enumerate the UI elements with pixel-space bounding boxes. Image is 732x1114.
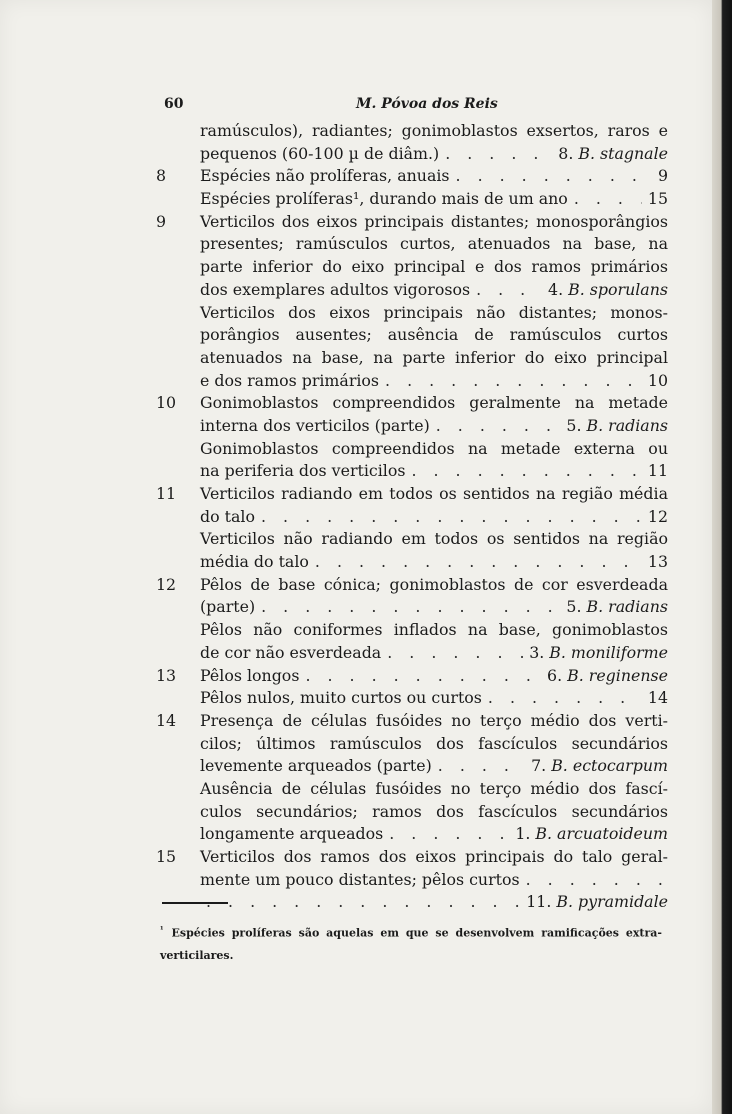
key-result: 5. B. radians (566, 415, 668, 435)
key-text: de cor não esverdeada (200, 642, 382, 662)
key-result: 11. B. pyramidale (526, 892, 668, 912)
key-lead (200, 370, 668, 393)
key-text: pequenos (60-100 µ de diâm.) (200, 143, 440, 163)
key-lead (200, 596, 668, 619)
key-line (156, 891, 676, 914)
key-text: parte inferior do eixo principal e dos ramos primários (200, 257, 668, 277)
key-result: 6. B. reginense (547, 665, 668, 685)
key-line (156, 733, 676, 756)
footnote-text: Espécies prolíferas são aquelas em que se desenvolvem ramificações extra-verticilares. (160, 926, 662, 962)
dot-leader (255, 506, 642, 529)
species-name: B. pyramidale (556, 892, 668, 912)
key-lead (200, 755, 668, 778)
key-text: interna dos verticilos (parte) (200, 415, 430, 435)
key-text: atenuados na base, na parte inferior do eixo principal (200, 347, 668, 367)
key-line (156, 755, 676, 778)
key-text: dos exemplares adultos vigorosos (200, 279, 471, 299)
species-name: B. reginense (567, 665, 668, 685)
key-text: Verticilos não radiando em todos os sentidos na região (200, 529, 668, 549)
key-text: Pêlos longos (200, 665, 300, 685)
identification-key (156, 120, 676, 914)
key-text: Gonimoblastos compreendidos geralmente na metade (200, 393, 668, 413)
species-name: B. moniliforme (549, 642, 668, 662)
couplet-number: 13 (156, 665, 177, 685)
dot-leader (309, 551, 642, 574)
key-lead (200, 415, 668, 438)
species-name: B. radians (586, 415, 668, 435)
key-line (156, 778, 676, 801)
key-text: Presença de células fusóides no terço médio dos verti- (200, 710, 668, 730)
key-text: porângios ausentes; ausência de ramúsculos curtos (200, 325, 668, 345)
dot-leader (470, 279, 542, 302)
page-header (164, 96, 664, 118)
key-line (156, 233, 676, 256)
species-name: B. stagnale (578, 143, 668, 163)
key-line (156, 642, 676, 665)
dot-leader (255, 596, 560, 619)
dot-leader (432, 755, 525, 778)
key-text: Verticilos dos eixos principais distantes; monosporângios (200, 211, 668, 231)
key-text: (parte) (200, 597, 256, 617)
page-edge (712, 0, 732, 1114)
couplet-number: 11 (156, 484, 177, 503)
key-line (156, 801, 676, 824)
key-line (156, 279, 676, 302)
page-number: 60 (164, 96, 184, 112)
dot-leader (200, 891, 520, 914)
key-line (156, 188, 676, 211)
key-lead (200, 665, 668, 688)
key-text: ramúsculos), radiantes; gonimoblastos exsertos, raros e (200, 121, 668, 140)
dot-leader (379, 370, 642, 393)
key-result: 13 (647, 552, 668, 572)
footnote (160, 918, 662, 967)
dot-leader (482, 687, 642, 710)
key-lead (200, 165, 668, 188)
key-lead (200, 188, 668, 211)
key-line (156, 324, 676, 347)
species-name: B. arcuatoideum (535, 824, 668, 844)
key-text: cilos; últimos ramúsculos dos fascículos secundários (200, 733, 668, 753)
key-result: 1. B. arcuatoideum (515, 824, 668, 844)
dot-leader (299, 665, 541, 688)
key-result: 7. B. ectocarpum (531, 756, 668, 776)
key-result: 3. B. moniliforme (529, 642, 668, 662)
key-result: 10 (647, 370, 668, 390)
couplet-number: 8 (156, 166, 167, 186)
dot-leader (405, 460, 641, 483)
key-line (156, 370, 676, 393)
key-text: Verticilos dos ramos dos eixos principais do talo geral- (200, 847, 668, 866)
dot-leader (450, 165, 652, 188)
key-line (156, 687, 676, 710)
key-line (156, 392, 676, 415)
key-text: na periferia dos verticilos (200, 461, 406, 481)
key-text: levemente arqueados (parte) (200, 756, 432, 776)
key-line (156, 483, 676, 506)
footnote-mark: ¹ (160, 924, 164, 934)
couplet-number: 15 (156, 847, 177, 866)
key-result: 11 (647, 461, 668, 481)
key-text: culos secundários; ramos dos fascículos secundários (200, 801, 668, 821)
key-text: Pêlos de base cónica; gonimoblastos de cor esverdeada (200, 574, 668, 594)
key-text: média do talo (200, 552, 309, 572)
key-line (156, 256, 676, 279)
key-line (156, 619, 676, 642)
key-result: 5. B. radians (566, 597, 668, 617)
key-line (156, 165, 676, 188)
key-line (156, 347, 676, 370)
key-text: presentes; ramúsculos curtos, atenuados na base, na (200, 234, 668, 254)
key-text: mente um pouco distantes; pêlos curtos (200, 869, 520, 889)
key-line (156, 574, 676, 597)
key-text: Espécies prolíferas¹, durando mais de um ano (200, 189, 568, 209)
key-line (156, 665, 676, 688)
footnote-rule (162, 902, 228, 904)
key-result: 4. B. sporulans (548, 279, 668, 299)
key-line (156, 415, 676, 438)
key-lead (200, 891, 668, 914)
key-line (156, 869, 676, 892)
couplet-number: 14 (156, 710, 177, 730)
key-line (156, 120, 676, 143)
dot-leader (383, 823, 509, 846)
key-lead (200, 143, 668, 166)
dot-leader (520, 869, 662, 892)
key-result: 8. B. stagnale (558, 143, 668, 163)
key-text: Verticilos dos eixos principais não distantes; monos- (200, 302, 668, 322)
key-line (156, 551, 676, 574)
key-lead (200, 551, 668, 574)
dot-leader (430, 415, 561, 438)
key-lead (200, 687, 668, 710)
key-text: Pêlos nulos, muito curtos ou curtos (200, 688, 482, 708)
species-name: B. sporulans (568, 279, 668, 299)
key-text: Gonimoblastos compreendidos na metade externa ou (200, 438, 668, 458)
key-lead (200, 869, 668, 892)
key-result: 14 (647, 688, 668, 708)
key-text: Espécies não prolíferas, anuais (200, 166, 450, 186)
species-name: B. radians (586, 597, 668, 617)
key-lead (200, 279, 668, 302)
dot-leader (439, 143, 552, 166)
couplet-number: 9 (156, 211, 167, 231)
key-result: 15 (647, 189, 668, 209)
key-result: 9 (657, 166, 668, 186)
key-line (156, 528, 676, 551)
key-text: e dos ramos primários (200, 370, 380, 390)
running-head: M. Póvoa dos Reis (356, 96, 498, 112)
key-text: Pêlos não coniformes inflados na base, gonimoblastos (200, 620, 668, 640)
key-line (156, 823, 676, 846)
key-line (156, 460, 676, 483)
key-line (156, 302, 676, 325)
key-lead (200, 506, 668, 529)
dot-leader (568, 188, 642, 211)
species-name: B. ectocarpum (551, 756, 668, 776)
key-line (156, 438, 676, 461)
key-lead (200, 642, 668, 665)
key-line (156, 846, 676, 869)
key-line (156, 710, 676, 733)
key-lead (200, 823, 668, 846)
key-line (156, 506, 676, 529)
key-result: 12 (647, 506, 668, 526)
key-line (156, 143, 676, 166)
couplet-number: 12 (156, 574, 177, 594)
key-lead (200, 460, 668, 483)
dot-leader (381, 642, 523, 665)
key-text: Ausência de células fusóides no terço médio dos fascí- (200, 778, 668, 798)
key-text: Verticilos radiando em todos os sentidos na região média (200, 484, 668, 503)
couplet-number: 10 (156, 393, 177, 413)
key-line (156, 211, 676, 234)
key-text: longamente arqueados (200, 824, 384, 844)
key-text: do talo (200, 506, 255, 526)
key-line (156, 596, 676, 619)
